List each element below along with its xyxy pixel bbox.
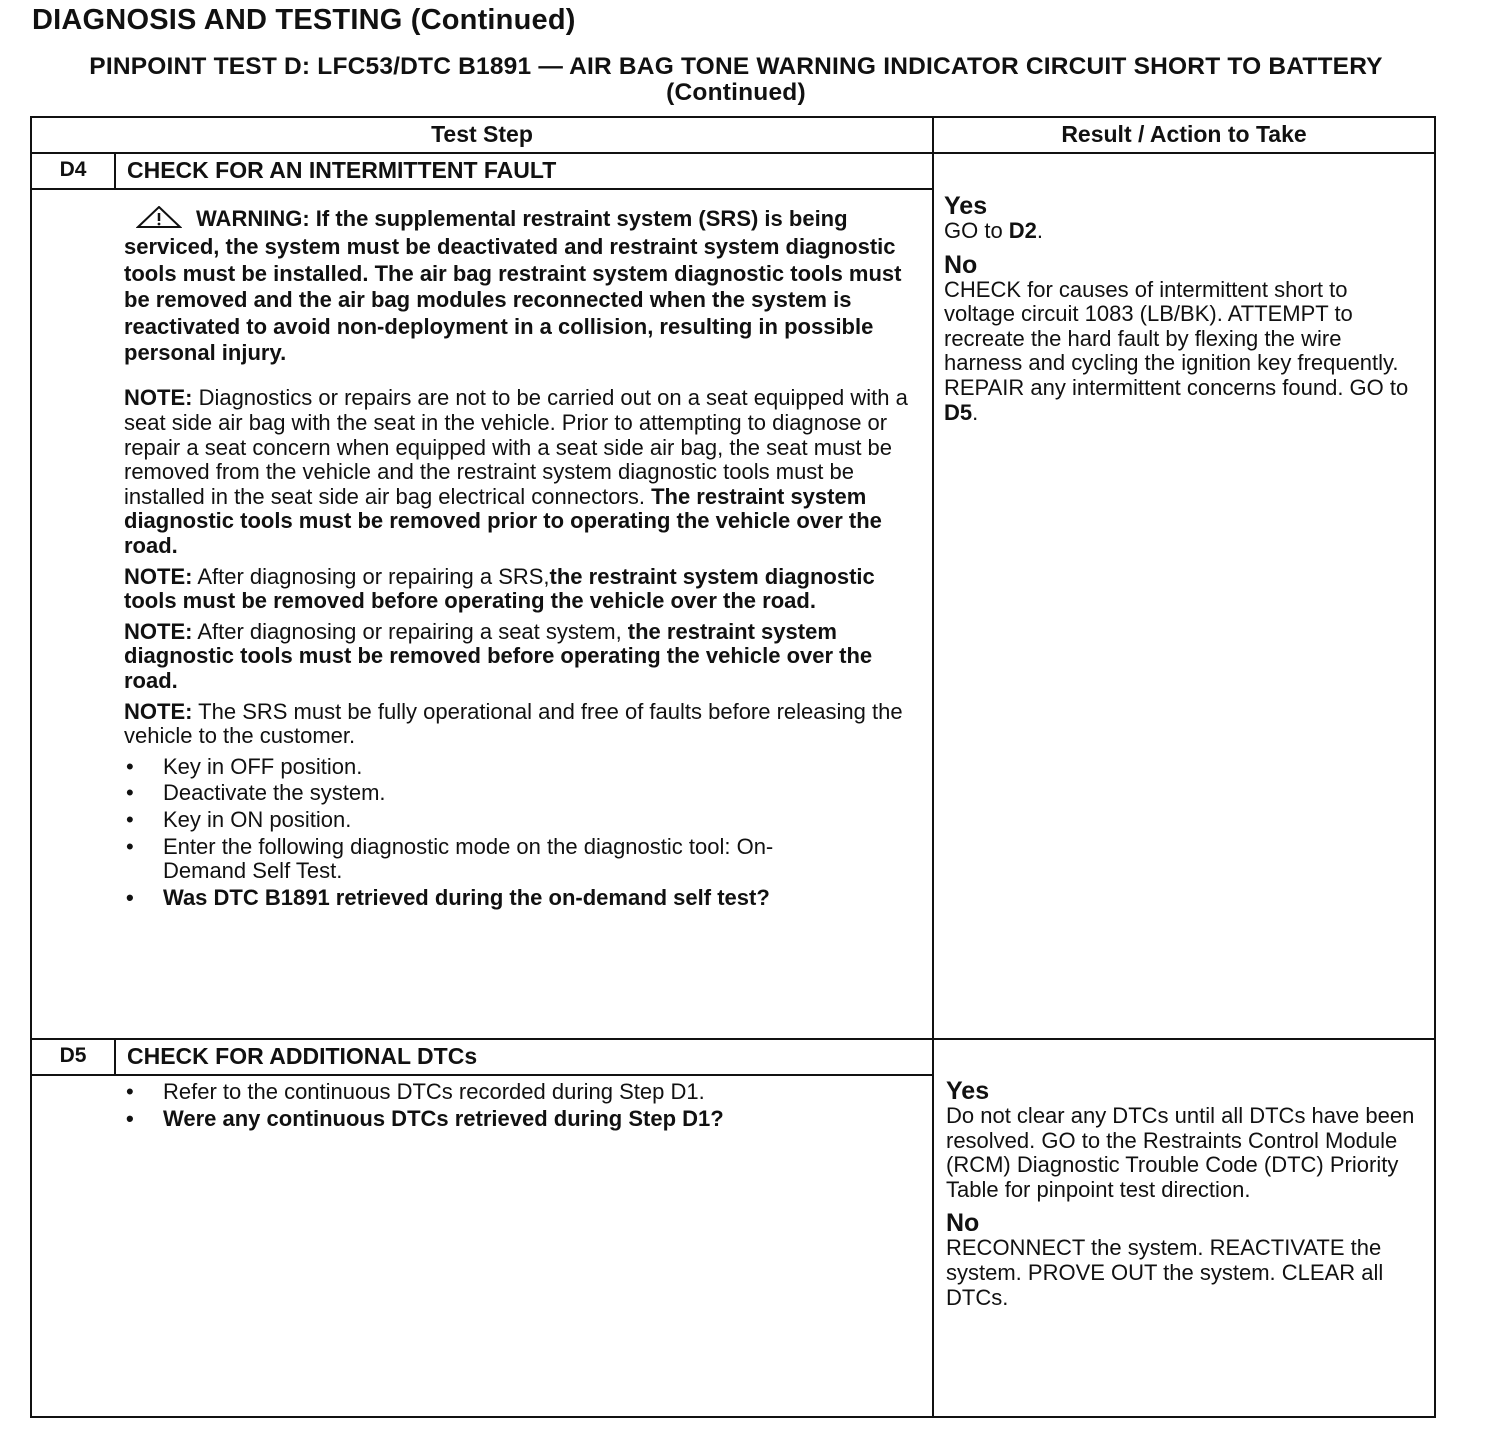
no-end: .	[972, 399, 979, 425]
yes-label: Yes	[944, 192, 988, 220]
yes-end: .	[1036, 218, 1044, 243]
note-4-label: NOTE:	[124, 698, 193, 724]
list-item: • Key in OFF position.	[124, 755, 914, 780]
step-d5-bullets	[124, 1080, 914, 1131]
step-id-d4: D4	[59, 158, 87, 181]
note-3-bold: the restraint system diagnostic tools must be removed before operating the vehicle over the road.	[124, 618, 873, 693]
note-1	[124, 386, 914, 558]
note-3	[124, 620, 914, 694]
d5-top-divider	[30, 1038, 1436, 1040]
d5-title-bottom	[30, 1074, 933, 1076]
list-item: • Enter the following diagnostic mode on the diagnostic tool: On-Demand Self Test.	[124, 835, 843, 884]
step-title-d5: CHECK FOR ADDITIONAL DTCs	[127, 1043, 478, 1069]
d4-id-divider	[114, 152, 116, 189]
list-item: • Refer to the continuous DTCs recorded during Step D1.	[124, 1080, 914, 1105]
d5-id-divider	[114, 1038, 116, 1075]
note-2-bold: the restraint system diagnostic tools must be removed before operating the vehicle over the road.	[124, 563, 875, 614]
note-4-text: The SRS must be fully operational and free of faults before releasing the vehicle to the customer.	[124, 698, 903, 749]
list-item: • Deactivate the system.	[124, 781, 914, 806]
test-title: PINPOINT TEST D: LFC53/DTC B1891 — AIR BAG TONE WARNING INDICATOR CIRCUIT SHORT TO BATTERY (Continued)	[89, 53, 1383, 106]
note-1-text: Diagnostics or repairs are not to be carried out on a seat equipped with a seat side air bag with the seat in the vehicle. Prior to attempting to diagnose or repair a seat concern when equipped with a seat side air bag, the seat must be removed from the vehicle and the restraint system diagnostic tools must be installed in the seat side air bag electrical connectors.	[124, 385, 908, 509]
header-test-step: Test Step	[431, 121, 533, 147]
header-divider	[30, 152, 1436, 154]
result-d5	[946, 1078, 1436, 1318]
note-2	[124, 565, 914, 614]
yes-text: GO to	[944, 218, 1009, 243]
warning-triangle-icon	[136, 206, 182, 234]
list-item: • Were any continuous DTCs retrieved during Step D1?	[124, 1107, 914, 1132]
result-d4	[944, 193, 1424, 433]
yes-label: Yes	[946, 1077, 990, 1105]
note-3-text: After diagnosing or repairing a seat system,	[192, 618, 628, 644]
note-3-label: NOTE:	[124, 618, 193, 644]
no-label: No	[946, 1209, 980, 1238]
step-title-d4: CHECK FOR AN INTERMITTENT FAULT	[127, 157, 557, 183]
note-1-bold: The restraint system diagnostic tools must be removed prior to operating the vehicle over the road.	[124, 483, 882, 558]
step-body-d5	[124, 1080, 914, 1133]
no-label: No	[944, 250, 978, 279]
no-ref: D5	[944, 399, 973, 425]
column-divider	[932, 116, 934, 1418]
step-id-d5: D5	[59, 1044, 87, 1067]
note-4	[124, 700, 914, 749]
warning-paragraph	[124, 206, 914, 366]
header-result: Result / Action to Take	[1061, 121, 1307, 147]
list-item: • Key in ON position.	[124, 808, 914, 833]
step-d4-bullets	[124, 755, 914, 911]
no-text: CHECK for causes of intermittent short to voltage circuit 1083 (LB/BK). ATTEMPT to recreate the hard fault by flexing the wire harness and cycling the ignition key frequently. REPAIR any intermittent concerns found. GO to	[944, 276, 1409, 400]
note-2-label: NOTE:	[124, 563, 193, 589]
no-text: RECONNECT the system. REACTIVATE the system. PROVE OUT the system. CLEAR all DTCs.	[946, 1235, 1384, 1310]
note-1-label: NOTE:	[124, 385, 193, 411]
d4-title-bottom	[30, 188, 933, 190]
list-item: • Was DTC B1891 retrieved during the on-demand self test?	[124, 886, 914, 911]
step-body-d4	[124, 206, 914, 912]
warning-text: WARNING: If the supplemental restraint system (SRS) is being serviced, the system must be deactivated and restraint system diagnostic tools must be installed. The air bag restraint system diagnostic tools must be removed and the air bag modules reconnected when the system is reactivated to avoid non-deployment in a collision, resulting in possible personal injury.	[124, 206, 902, 366]
note-2-text: After diagnosing or repairing a SRS,	[192, 563, 550, 589]
page-heading: DIAGNOSIS AND TESTING (Continued)	[32, 4, 576, 36]
yes-ref: D2	[1008, 218, 1037, 243]
yes-text: Do not clear any DTCs until all DTCs have been resolved. GO to the Restraints Control Module (RCM) Diagnostic Trouble Code (DTC) Priority Table for pinpoint test direction.	[946, 1103, 1415, 1202]
